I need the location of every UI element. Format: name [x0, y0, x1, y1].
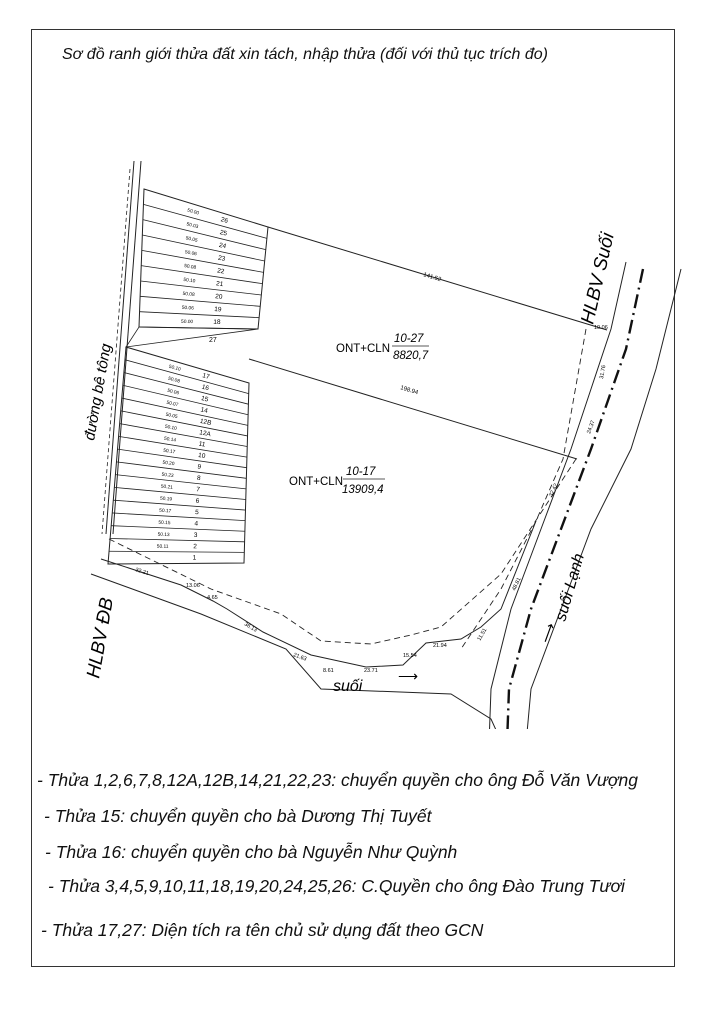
lot-length: 50.13 [157, 532, 170, 539]
lot-number: 17 [201, 372, 211, 381]
lot-number: 12B [199, 417, 212, 427]
land-plot-map [31, 29, 689, 729]
parcel-27-strip [126, 327, 258, 347]
lot-length: 50.00 [186, 208, 200, 217]
lot-number: 9 [197, 463, 202, 471]
edge-top-length: 141.52 [422, 272, 442, 284]
stream-lanh-left [489, 262, 626, 729]
hlbv-db-label: HLBV ĐB [83, 596, 119, 680]
lot-divider [110, 538, 244, 541]
parcel-b-area: 13909,4 [342, 484, 384, 496]
lot-number: 15 [200, 395, 210, 404]
lot-number: 7 [195, 486, 201, 494]
edge-length: 24.37 [586, 419, 597, 435]
lot-number: 21 [215, 280, 224, 289]
lot-length: 50.10 [164, 424, 178, 432]
lot-number: 16 [200, 383, 210, 393]
note-2: - Thửa 15: chuyển quyền cho bà Dương Thị Tuyết [44, 806, 432, 826]
lot-number: 18 [213, 318, 221, 327]
upper-block-outline [139, 189, 268, 329]
lot-divider [141, 281, 262, 295]
edge-length: 10.06 [594, 325, 608, 331]
lot-divider [121, 411, 248, 439]
lot-length: 50.05 [165, 412, 178, 421]
lot-length: 50.10 [168, 364, 182, 373]
edge-length: 23.71 [364, 668, 378, 674]
lot-divider [142, 235, 264, 261]
lot-divider [140, 296, 260, 306]
lot-number: 4 [194, 520, 199, 528]
lot-length: 50.08 [182, 291, 195, 299]
lot-length: 50.11 [156, 544, 169, 550]
lower-lot-lines [109, 360, 249, 553]
edge-length: 8.61 [323, 668, 334, 674]
lot-number: 11 [198, 440, 206, 449]
edge-length: 36.13 [243, 621, 258, 634]
parcel-a-area: 8820,7 [393, 350, 429, 362]
lot-length: 50.17 [159, 508, 172, 515]
note-5: - Thửa 17,27: Diện tích ra tên chủ sử dụng đất theo GCN [41, 920, 484, 940]
road-label: đường bê tông [81, 342, 115, 442]
lot-divider [109, 551, 244, 552]
lot-number: 25 [219, 229, 228, 238]
lot-number: 3 [193, 531, 198, 539]
parcel-b-label [289, 466, 385, 496]
suoi-label: suối [333, 678, 363, 695]
lot-length: 50.06 [181, 305, 194, 312]
note-3: - Thửa 16: chuyển quyền cho bà Nguyễn Như Quỳnh [45, 842, 458, 862]
lot-length: 50.21 [160, 484, 173, 491]
edge-length: 31.76 [599, 364, 608, 380]
lot-length: 50.00 [180, 319, 194, 326]
lot-divider [111, 526, 245, 532]
lot-number: 6 [195, 497, 200, 505]
edge-length: 48.81 [511, 576, 523, 592]
parcel-a-number: 10-27 [394, 333, 424, 345]
lot-divider [114, 487, 245, 499]
suoi-lanh-label: suối Lạnh [552, 551, 588, 624]
lot-number: 23 [217, 254, 226, 263]
lot-divider [116, 462, 246, 478]
edge-length: 13.06 [186, 583, 200, 589]
lot-length: 50.07 [165, 400, 179, 409]
edge-length: 15.54 [403, 653, 417, 659]
upper-lot-labels [181, 207, 229, 326]
boundary-mid [249, 359, 577, 459]
lot-divider [143, 220, 266, 250]
stream-arrow: ⟶ [398, 668, 419, 684]
edge-length: 11.51 [476, 627, 489, 642]
lot-divider [141, 266, 262, 284]
stream-lanh-right [526, 269, 681, 729]
parcel-a-code: ONT+CLN [336, 343, 390, 355]
lot-divider [119, 436, 247, 457]
lot-length: 50.19 [159, 496, 173, 503]
lot-divider [142, 250, 264, 272]
lot-divider [140, 312, 260, 318]
lot-number: 24 [218, 241, 227, 251]
lot-divider [120, 424, 248, 447]
lot-length: 50.20 [162, 460, 175, 468]
edge-length: 32.21 [134, 567, 150, 577]
lot-number: 8 [196, 474, 201, 483]
lot-number: 19 [213, 305, 222, 314]
note-4: - Thửa 3,4,5,9,10,11,18,19,20,24,25,26: C.Quyền cho ông Đào Trung Tươi [48, 876, 625, 896]
note-1: - Thửa 1,2,6,7,8,12A,12B,14,21,22,23: chuyển quyền cho ông Đỗ Văn Vượng [37, 770, 638, 790]
lot-27-label: 27 [209, 337, 217, 344]
lot-length: 50.17 [162, 448, 176, 456]
edge-length: 32.42 [548, 482, 560, 498]
lot-divider [118, 449, 247, 471]
boundary-bottom [101, 521, 536, 667]
edge-length: 21.94 [433, 643, 447, 649]
lot-divider [115, 475, 246, 489]
edge-length: 21.63 [292, 652, 308, 663]
lot-length: 50.14 [163, 436, 177, 444]
parcel-a-label [336, 333, 429, 362]
lot-number: 12A [198, 429, 212, 439]
lot-number: 26 [219, 216, 229, 225]
lot-number: 1 [192, 554, 197, 562]
parcel-b-number: 10-17 [346, 466, 376, 478]
stream-south-edge [91, 574, 501, 729]
lot-length: 50.06 [166, 388, 180, 397]
lot-number: 5 [194, 509, 199, 517]
hlbv-suoi-label: HLBV Suối [577, 230, 619, 327]
edge-length: 4.65 [207, 595, 218, 601]
stream-lanh-dashdot [507, 269, 643, 729]
parcel-b-code: ONT+CLN [289, 476, 343, 488]
lot-number: 10 [197, 451, 206, 461]
lot-length: 50.05 [185, 236, 198, 244]
lower-lot-labels [157, 364, 212, 562]
lot-length: 50.15 [158, 520, 171, 527]
lot-length: 50.08 [183, 264, 197, 271]
lot-length: 50.23 [161, 472, 174, 480]
page-title: Sơ đồ ranh giới thửa đất xin tách, nhập thửa (đối với thủ tục trích đo) [62, 46, 548, 63]
lot-length: 50.10 [183, 277, 196, 285]
lot-length: 50.08 [167, 376, 181, 385]
upper-lot-lines [140, 204, 267, 317]
lot-number: 2 [193, 543, 197, 551]
lot-length: 50.06 [184, 250, 198, 258]
lot-number: 20 [214, 293, 223, 301]
lot-divider [123, 385, 248, 414]
lot-divider [112, 513, 245, 521]
lanh-arrow: ⟶ [536, 620, 559, 646]
edge-mid-length: 198.94 [399, 385, 419, 397]
lot-number: 14 [199, 406, 209, 415]
lot-number: 22 [216, 267, 225, 276]
lot-divider [122, 398, 248, 425]
lot-length: 50.03 [185, 222, 199, 231]
